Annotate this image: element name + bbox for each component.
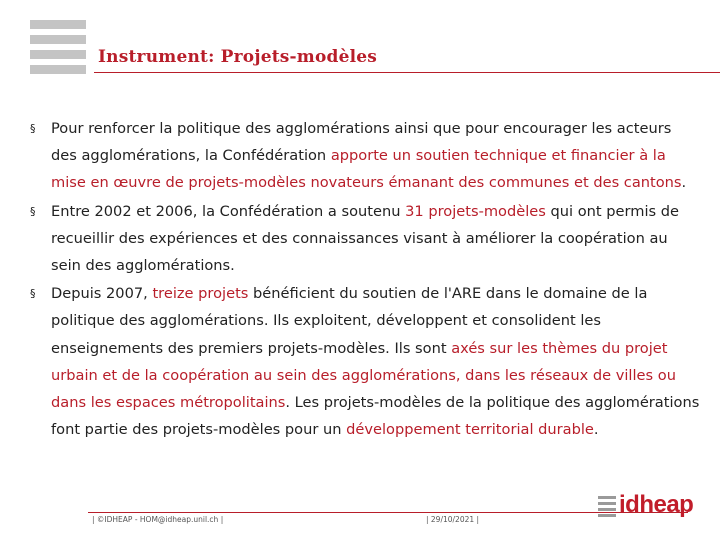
brand-bars-icon xyxy=(598,496,616,516)
title-underline xyxy=(94,72,720,73)
body-text: . Les projets-modèles de la politique des agglomérations font partie des projets-modèles pour un xyxy=(51,394,700,439)
bullet-item xyxy=(30,280,700,443)
body-text: . xyxy=(681,174,687,192)
bullet-marker: § xyxy=(30,204,36,218)
idheap-logo xyxy=(598,490,694,520)
logo-bar xyxy=(30,65,86,74)
highlighted-text: apporte un soutien technique et financier à la mise en œuvre de projets-modèles novateurs émanant des communes et des cantons xyxy=(51,147,682,192)
body-text: Pour renforcer la politique des agglomérations ainsi que pour encourager les acteurs des agglomérations, la Confédération xyxy=(51,120,672,165)
footer-copyright: | ©IDHEAP - HOM@idheap.unil.ch | xyxy=(92,515,224,524)
bullet-text xyxy=(51,280,700,443)
highlighted-text: développement territorial durable xyxy=(346,421,594,439)
body-text: Entre 2002 et 2006, la Confédération a soutenu xyxy=(51,202,406,220)
bullet-marker: § xyxy=(30,122,36,135)
body-text: . xyxy=(593,421,599,439)
bullet-marker: § xyxy=(30,287,36,301)
highlighted-text: 31 projets-modèles xyxy=(405,202,546,220)
slide-body xyxy=(30,115,700,444)
logo-bar xyxy=(30,35,86,44)
bullet-item xyxy=(30,198,700,280)
bullet-item xyxy=(30,115,700,197)
body-text: bénéficient du soutien de l'ARE dans le domaine de la politique des agglomérations. Ils exploitent, développent et consolident les enseignements des premiers projets-modèles. Ils sont xyxy=(51,285,648,357)
slide-title: Instrument: Projets-modèles xyxy=(98,47,378,67)
header-logo-bars xyxy=(30,20,86,76)
logo-bar xyxy=(30,20,86,29)
bullet-text xyxy=(51,115,700,197)
highlighted-text: treize projets xyxy=(152,285,249,303)
brand-wordmark: idheap xyxy=(619,491,694,518)
footer-date: | 29/10/2021 | xyxy=(426,515,480,524)
body-text: qui ont permis de recueillir des expériences et des connaissances visant à améliorer la coopération au sein des agglomérations. xyxy=(51,202,680,275)
bullet-text xyxy=(51,198,700,280)
body-text: Depuis 2007, xyxy=(51,285,153,303)
logo-bar xyxy=(30,50,86,59)
highlighted-text: axés sur les thèmes du projet urbain et de la coopération au sein des agglomérations, dans les réseaux de villes ou dans les espaces métropolitains xyxy=(51,339,676,412)
